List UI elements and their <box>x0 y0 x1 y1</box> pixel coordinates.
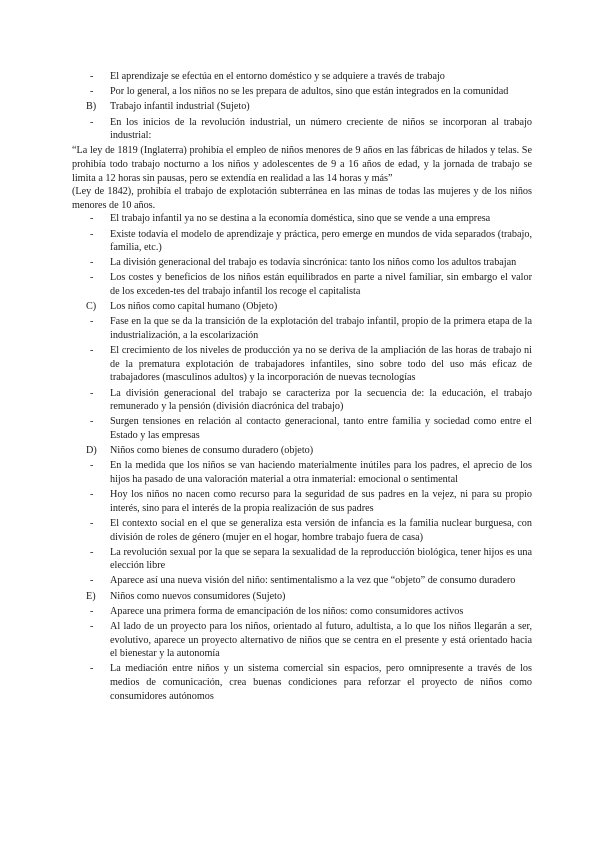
bullet-item <box>72 271 532 298</box>
paragraph <box>72 144 532 185</box>
text-content: Hoy los niños no nacen como recurso para la seguridad de sus padres en la vejez, ni para su propio interés, sino para el interés de la propia realización de sus padres <box>110 489 532 514</box>
bullet-item <box>72 344 532 385</box>
bullet-marker: - <box>90 575 94 587</box>
bullet-item <box>72 574 532 588</box>
text-content: El contexto social en el que se generaliza esta versión de infancia es la familia nuclear burguesa, con división de roles de género (mujer en el hogar, hombre trabajo fuera de casa) <box>110 517 532 543</box>
bullet-marker: - <box>90 272 94 284</box>
bullet-item <box>72 315 532 342</box>
bullet-item <box>72 459 532 486</box>
section-heading <box>72 300 532 314</box>
bullet-marker: - <box>90 517 94 529</box>
bullet-item <box>72 228 532 255</box>
bullet-item <box>72 488 532 515</box>
section-heading <box>72 590 532 604</box>
bullet-item <box>72 85 532 99</box>
bullet-item <box>72 517 532 544</box>
bullet-item <box>72 256 532 270</box>
bullet-marker: - <box>90 416 94 428</box>
bullet-marker: - <box>90 345 94 357</box>
text-content: Los costes y beneficios de los niños están equilibrados en parte a nivel familiar, sin embargo el valor de los exceden-tes del trabajo infantil los recoge el capitalista <box>110 272 532 298</box>
bullet-item <box>72 387 532 414</box>
section-letter: E) <box>86 590 96 602</box>
section-title: Niños como bienes de consumo duradero (objeto) <box>110 445 314 457</box>
section-title: Niños como nuevos consumidores (Sujeto) <box>110 590 286 602</box>
bullet-marker: - <box>90 86 94 98</box>
text-content: Existe todavía el modelo de aprendizaje y práctica, pero emerge en mundos de vida separados (trabajo, familia, etc.) <box>110 228 532 254</box>
bullet-item <box>72 605 532 619</box>
text-content: El crecimiento de los niveles de producción ya no se deriva de la ampliación de las horas de trabajo ni de la prematura explotación de trabajadores infantiles, sino sobre todo del uso más eficaz de trabajadores (masculinos adultos) y la incorporación de nuevas tecnologías <box>110 345 532 384</box>
bullet-marker: - <box>90 316 94 328</box>
bullet-marker: - <box>90 228 94 240</box>
bullet-item <box>72 116 532 143</box>
text-content: La división generacional del trabajo se caracteriza por la secuencia de: la educación, el trabajo remunerado y la pensión (división diacrónica del trabajo) <box>110 387 532 413</box>
section-title: Los niños como capital humano (Objeto) <box>110 301 278 313</box>
section-heading <box>72 444 532 458</box>
bullet-marker: - <box>90 621 94 633</box>
text-content: Aparece una primera forma de emancipación de los niños: como consumidores activos <box>110 605 464 617</box>
bullet-item <box>72 415 532 442</box>
bullet-marker: - <box>90 387 94 399</box>
section-letter: D) <box>86 445 97 457</box>
bullet-marker: - <box>90 71 94 82</box>
bullet-marker: - <box>90 213 94 225</box>
text-content: El trabajo infantil ya no se destina a la economía doméstica, sino que se vende a una empresa <box>110 213 491 225</box>
bullet-marker: - <box>90 605 94 617</box>
text-content: La revolución sexual por la que se separa la sexualidad de la reproducción biológica, tener hijos es una elección libre <box>110 546 532 572</box>
text-content: El aprendizaje se efectúa en el entorno doméstico y se adquiere a través de trabajo <box>110 71 445 82</box>
document-body <box>72 70 532 705</box>
bullet-item <box>72 620 532 661</box>
section-heading <box>72 100 532 114</box>
text-content: “La ley de 1819 (Inglaterra) prohibía el empleo de niños menores de 9 años en las fábricas de hilados y telas. Se prohibía todo trabajo nocturno a los niños y adolescentes de 9 a 16 años de edad, y la jornada de trabajo se limita a 12 horas sin pausas, pero se extendía en realidad a las 14 horas y más” <box>72 145 532 184</box>
text-content: Al lado de un proyecto para los niños, orientado al futuro, adultista, a lo que los niños llegarán a ser, evolutivo, aparece un proyecto alternativo de niños que se centra en el presente y está orientado hacia el bienestar y la autonomía <box>110 621 532 660</box>
text-content: Fase en la que se da la transición de la explotación del trabajo infantil, propio de la primera etapa de la industrialización, a la escolarización <box>110 316 532 342</box>
text-content: (Ley de 1842), prohibía el trabajo de explotación subterránea en las minas de todas las mujeres y de los niños menores de 10 años. <box>72 186 532 211</box>
bullet-marker: - <box>90 257 94 269</box>
text-content: En la medida que los niños se van haciendo materialmente inútiles para los padres, el aprecio de los hijos ha pasado de una valoración material a otra inmaterial: emocional o sentimental <box>110 460 532 485</box>
bullet-item <box>72 662 532 703</box>
text-content: En los inicios de la revolución industrial, un número creciente de niños se incorporan al trabajo industrial: <box>110 116 532 142</box>
bullet-marker: - <box>90 546 94 558</box>
section-title: Trabajo infantil industrial (Sujeto) <box>110 101 250 113</box>
bullet-marker: - <box>90 116 94 128</box>
text-content: Surgen tensiones en relación al contacto generacional, tanto entre familia y sociedad como entre el Estado y las empresas <box>110 416 532 441</box>
paragraph <box>72 185 532 212</box>
bullet-item <box>72 546 532 573</box>
bullet-item <box>72 70 532 84</box>
text-content: Por lo general, a los niños no se les prepara de adultos, sino que están integrados en la comunidad <box>110 86 509 98</box>
bullet-marker: - <box>90 663 94 675</box>
section-letter: B) <box>86 101 97 113</box>
text-content: La mediación entre niños y un sistema comercial sin espacios, pero omnipresente a través de los medios de comunicación, crea buenas condiciones para reforzar el proyecto de niños como consumidores autónomos <box>110 663 532 702</box>
bullet-marker: - <box>90 460 94 472</box>
bullet-item <box>72 212 532 226</box>
text-content: La división generacional del trabajo es todavía sincrónica: tanto los niños como los adultos trabajan <box>110 257 517 269</box>
bullet-marker: - <box>90 489 94 501</box>
text-content: Aparece así una nueva visión del niño: sentimentalismo a la vez que “objeto” de consumo duradero <box>110 575 516 587</box>
section-letter: C) <box>86 301 97 313</box>
